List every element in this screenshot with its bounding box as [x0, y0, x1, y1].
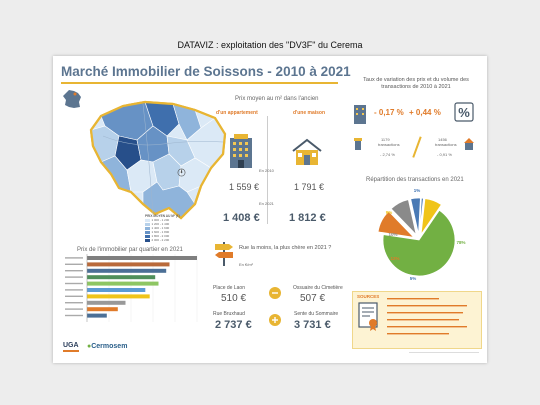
plus-circle-icon [269, 314, 281, 326]
expensive-street-1-name: Rue Bruxhaud [213, 311, 245, 317]
minus-circle-icon [269, 287, 281, 299]
bar-category-label [65, 302, 83, 303]
bar-category-label [65, 296, 83, 297]
title-underline [61, 82, 338, 84]
pie-label: 78% [456, 240, 466, 245]
district-bar [87, 256, 197, 260]
cheap-street-1-name: Place de Laon [213, 285, 245, 291]
cheap-street-2-price: 507 € [300, 293, 326, 304]
map-legend-label: 1 400 - 1 600 [151, 226, 170, 230]
map-legend-label: 2 000 - 2 200 [151, 238, 170, 242]
street-question: Rue la moins, la plus chère en 2021 ? [239, 245, 332, 251]
sources-text-lines [387, 296, 475, 344]
poster-title: Marché Immobilier de Soissons - 2010 à 2021 [61, 64, 351, 79]
district-bar [87, 307, 118, 311]
district-bar [87, 301, 126, 305]
sources-label: SOURCES [357, 294, 380, 299]
footer-divider [409, 352, 479, 353]
volume-change-value: + 0,44 % [409, 108, 441, 117]
left-transaction-label: transactions [378, 142, 400, 147]
left-transaction-pct: - 2,74 % [380, 152, 395, 157]
map-legend-swatch [145, 223, 150, 226]
house-orange-icon [464, 138, 474, 150]
right-transaction-pct: - 0,91 % [437, 152, 452, 157]
page-caption: DATAVIZ : exploitation des "DV3F" du Cerema [177, 40, 363, 50]
street-legend: En €/m² [239, 262, 254, 267]
pie-label: 1% [413, 188, 421, 193]
left-transaction-count: 1179 [381, 137, 390, 142]
district-bar [87, 314, 107, 318]
pie-label: 10% [388, 232, 398, 237]
map-legend-swatch [145, 227, 150, 230]
map-legend-swatch [145, 219, 150, 222]
apartment-price-2010: 1 559 € [229, 182, 260, 192]
map-legend-swatch [145, 231, 150, 234]
map-legend-item [145, 238, 180, 242]
map-legend-swatch [145, 235, 150, 238]
district-bar [87, 288, 145, 292]
house-small-icon [354, 138, 362, 150]
cermosem-logo: ●Cermosem [87, 343, 128, 350]
map-legend-label: 1 600 - 1 800 [151, 230, 170, 234]
year-2021-label: En 2021 [259, 201, 274, 206]
building-small-icon [352, 102, 368, 124]
bar-category-label [65, 315, 83, 316]
svg-text:%: % [458, 105, 470, 120]
house-label: d'une maison [293, 110, 326, 116]
pie-chart-title: Répartition des transactions en 2021 [366, 177, 464, 183]
variation-heading: Taux de variation des prix et du volume des transactions de 2010 à 2021 [363, 77, 469, 90]
compass-icon [177, 168, 186, 177]
bar-category-label [65, 289, 83, 290]
bar-category-label [65, 264, 83, 265]
pie-label: 12% [390, 256, 400, 261]
signpost-icon [213, 240, 235, 266]
district-bar [87, 275, 155, 279]
soissons-district-map [83, 96, 235, 226]
apartment-label: d'un appartement [216, 110, 258, 116]
uga-logo: UGA [63, 342, 79, 349]
apartment-price-2021: 1 408 € [223, 212, 260, 224]
expensive-street-2-name: Sente du Sommaire [294, 311, 339, 317]
district-bar [87, 282, 159, 286]
district-bar [87, 269, 166, 273]
expensive-street-2-price: 3 731 € [294, 319, 331, 331]
bar-category-label [65, 270, 83, 271]
bar-category-label [65, 283, 83, 284]
percent-icon [454, 102, 474, 122]
district-chart-title: Prix de l'immobilier par quartier en 2021 [77, 247, 183, 253]
right-transaction-label: transactions [435, 142, 457, 147]
document-certificate-icon [357, 302, 381, 332]
transactions-pie-chart [349, 184, 483, 286]
bar-category-label [65, 308, 83, 309]
bar-category-label [65, 276, 83, 277]
france-map-icon [61, 88, 83, 110]
district-bar-chart [61, 254, 201, 328]
house-price-2010: 1 791 € [294, 182, 325, 192]
apartment-building-icon [227, 134, 255, 168]
map-legend-label: 1 000 - 1 200 [151, 218, 170, 222]
map-legend [145, 214, 180, 242]
pie-label: 5% [409, 276, 417, 281]
map-legend-swatch [145, 239, 150, 242]
year-2010-label: En 2010 [259, 168, 274, 173]
map-legend-title: PRIX MOYEN AU M² (€) [145, 214, 180, 218]
uga-logo-bar [63, 350, 79, 352]
district-bar [87, 262, 170, 266]
price-heading: Prix moyen au m² dans l'ancien [235, 96, 319, 102]
house-price-2021: 1 812 € [289, 212, 326, 224]
cheap-street-1-price: 510 € [221, 293, 247, 304]
variation-slash [412, 136, 421, 157]
district-bar [87, 294, 150, 298]
house-icon [291, 138, 323, 166]
bar-category-label [65, 257, 83, 258]
map-legend-label: 1 200 - 1 400 [151, 222, 170, 226]
pie-label: 9% [385, 210, 393, 215]
expensive-street-1-price: 2 737 € [215, 319, 252, 331]
right-transaction-count: 1456 [438, 137, 447, 142]
cheap-street-2-name: Ossuaire du Cimetière [293, 285, 343, 291]
price-change-value: - 0,17 % [374, 108, 404, 117]
infographic-poster [53, 56, 487, 363]
map-legend-label: 1 800 - 2 000 [151, 234, 170, 238]
